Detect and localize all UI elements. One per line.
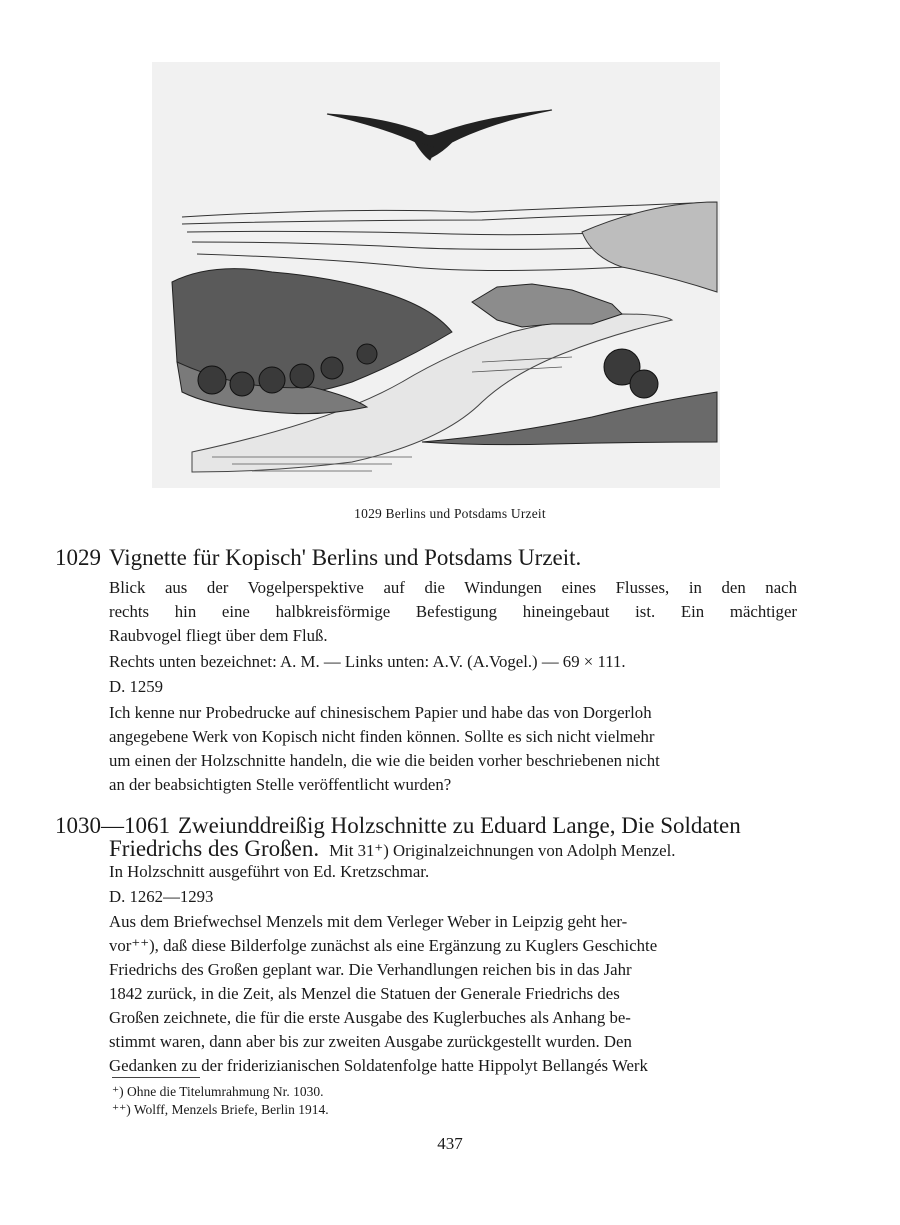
entry-title: Zweiunddreißig Holzschnitte zu Eduard Lange, Die Soldaten <box>178 813 741 838</box>
text-line: Gedanken zu der friderizianischen Soldatenfolge hatte Hippolyt Bellangés Werk <box>109 1056 648 1075</box>
illustration-berlins-potsdams-urzeit <box>152 62 720 488</box>
footnote-1: ⁺) Ohne die Titelumrahmung Nr. 1030. <box>112 1084 324 1099</box>
entry-1030-body <box>109 910 797 1078</box>
text-line: stimmt waren, dann aber bis zur zweiten Ausgabe zurückgestellt wurden. Den <box>109 1032 632 1051</box>
entry-1029-reference: D. 1259 <box>109 677 164 696</box>
text-line: Blick aus der Vogelperspektive auf die Windungen eines Flusses, in den nach <box>109 578 797 597</box>
text-line: Ich kenne nur Probedrucke auf chinesischem Papier und habe das von Dorgerloh <box>109 703 652 722</box>
entry-subtitle: Mit 31⁺) Originalzeichnungen von Adolph Menzel. <box>329 841 676 860</box>
footnote-rule <box>112 1077 200 1078</box>
text-line: vor⁺⁺), daß diese Bilderfolge zunächst als eine Ergänzung zu Kuglers Geschichte <box>109 936 658 955</box>
entry-1030-title-continued <box>109 836 675 862</box>
entry-1030-engraver: In Holzschnitt ausgeführt von Ed. Kretzschmar. <box>109 862 430 881</box>
entry-1029-heading <box>55 544 581 572</box>
figure-caption: 1029 Berlins und Potsdams Urzeit <box>354 506 546 521</box>
text-line: Friedrichs des Großen geplant war. Die Verhandlungen reichen bis in das Jahr <box>109 960 632 979</box>
text-line: rechts hin eine halbkreisförmige Befestigung hineingebaut ist. Ein mächtiger <box>109 602 797 621</box>
text-line: angegebene Werk von Kopisch nicht finden können. Sollte es sich nicht vielmehr <box>109 727 655 746</box>
entry-1030-reference: D. 1262—1293 <box>109 887 214 906</box>
text-line: Großen zeichnete, die für die erste Ausgabe des Kuglerbuches als Anhang be- <box>109 1008 631 1027</box>
text-line: an der beabsichtigten Stelle veröffentlicht wurden? <box>109 775 452 794</box>
page-number: 437 <box>437 1134 463 1153</box>
text-line: 1842 zurück, in die Zeit, als Menzel die Statuen der Generale Friedrichs des <box>109 984 620 1003</box>
text-line: um einen der Holzschnitte handeln, die wie die beiden vorher beschriebenen nicht <box>109 751 660 770</box>
text-line: Aus dem Briefwechsel Menzels mit dem Verleger Weber in Leipzig geht her- <box>109 912 628 931</box>
text-line: Raubvogel fliegt über dem Fluß. <box>109 626 328 645</box>
footnote-2: ⁺⁺) Wolff, Menzels Briefe, Berlin 1914. <box>112 1102 329 1117</box>
entry-title: Vignette für Kopisch' Berlins und Potsdams Urzeit. <box>109 545 582 570</box>
entry-number: 1030—1061 <box>55 813 170 838</box>
entry-title-end: Friedrichs des Großen. <box>109 836 320 861</box>
entry-1029-signature: Rechts unten bezeichnet: A. M. — Links unten: A.V. (A.Vogel.) — 69 × 111. <box>109 652 626 671</box>
entry-1029-note <box>109 701 797 797</box>
entry-1029-description <box>109 576 797 648</box>
entry-number: 1029 <box>55 545 101 570</box>
